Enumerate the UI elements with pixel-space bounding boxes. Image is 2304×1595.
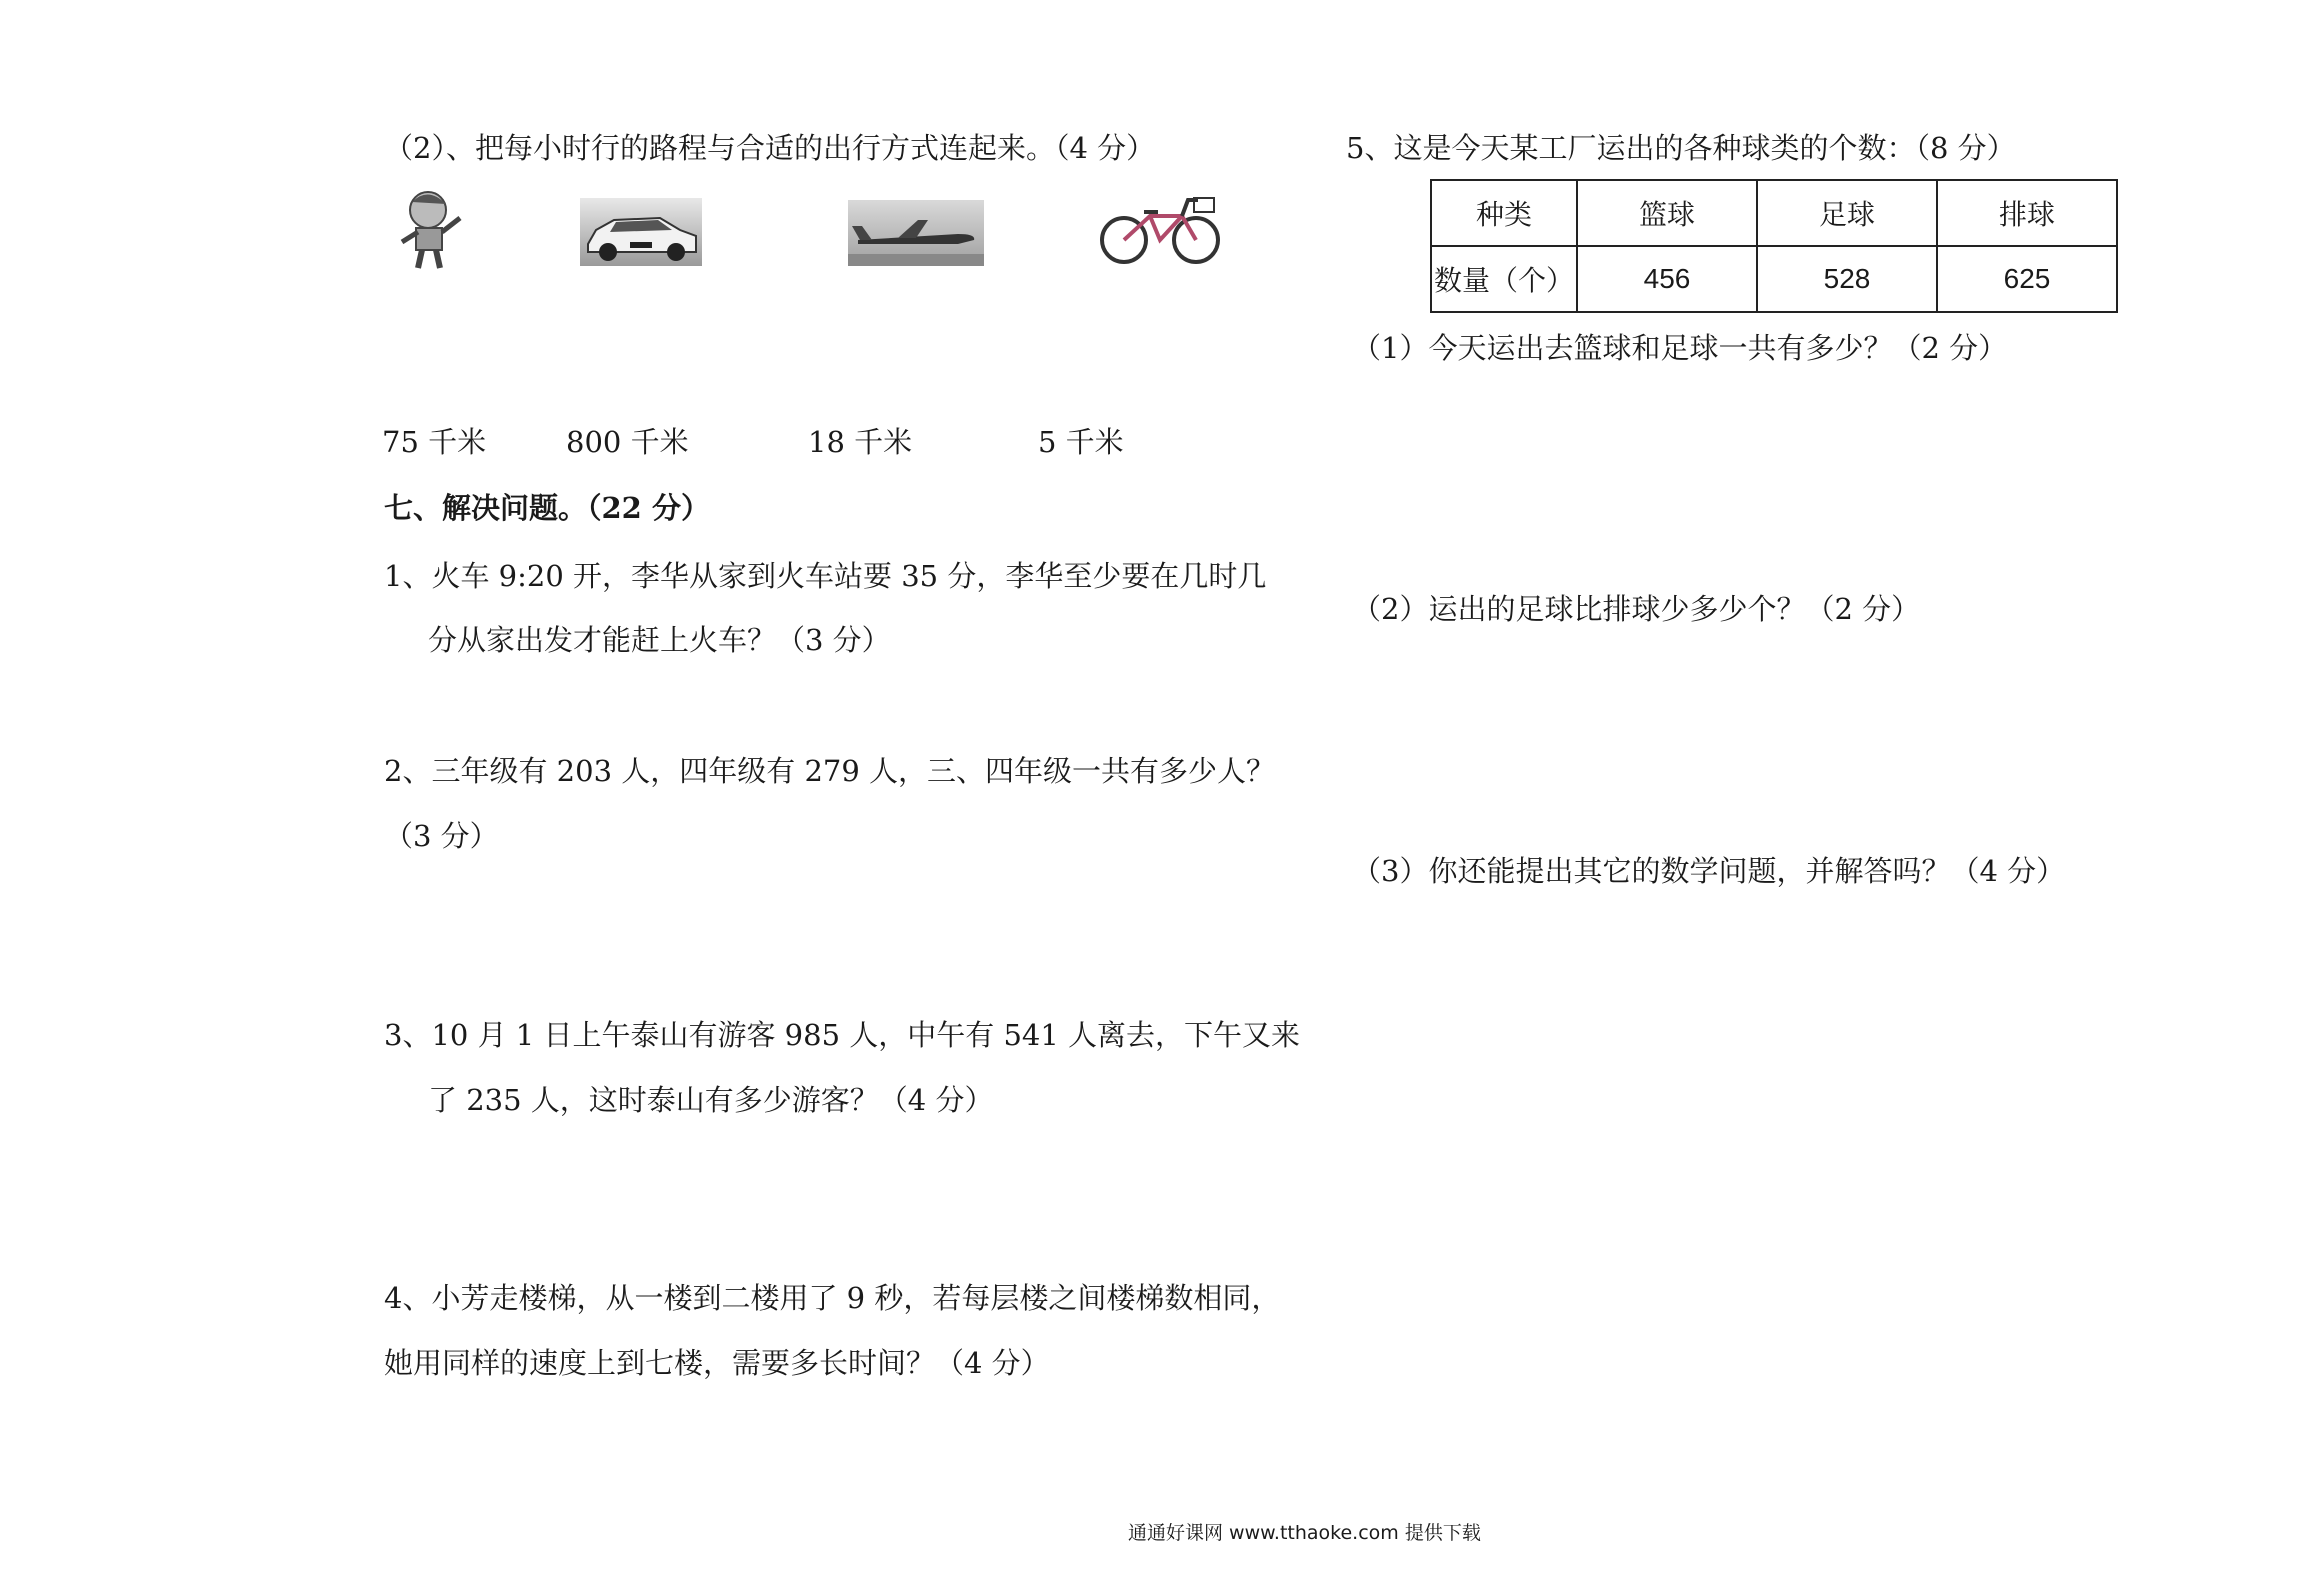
problem-4-line-2: 她用同样的速度上到七楼，需要多长时间？（4 分） (384, 1346, 1050, 1380)
problem-3-line-2: 了 235 人，这时泰山有多少游客？（4 分） (428, 1083, 994, 1117)
walking-child-icon (392, 188, 472, 270)
table-cell: 528 (1757, 246, 1937, 312)
table-cell: 种类 (1431, 180, 1577, 246)
q5-sub-2: （2）运出的足球比排球少多少个？（2 分） (1352, 592, 1921, 626)
q5-sub-3: （3）你还能提出其它的数学问题，并解答吗？（4 分） (1352, 854, 2066, 888)
q5-heading: 5、这是今天某工厂运出的各种球类的个数：（8 分） (1346, 131, 2016, 165)
airplane-icon (848, 200, 984, 266)
problem-2-line-1: 2、三年级有 203 人，四年级有 279 人，三、四年级一共有多少人？ (384, 754, 1276, 788)
table-cell: 足球 (1757, 180, 1937, 246)
table-cell: 排球 (1937, 180, 2117, 246)
problem-4-line-1: 4、小芳走楼梯，从一楼到二楼用了 9 秒，若每层楼之间楼梯数相同， (384, 1281, 1281, 1315)
table-cell: 625 (1937, 246, 2117, 312)
table-header-row (1431, 180, 2117, 246)
footer-credit: 通通好课网 www.tthaoke.com 提供下载 (1128, 1522, 1481, 1544)
table-cell: 数量（个） (1431, 246, 1577, 312)
ball-count-table (1430, 179, 2118, 313)
problem-2-line-2: （3 分） (384, 819, 499, 853)
table-row (1431, 246, 2117, 312)
section-7-title: 七、解决问题。（22 分） (384, 491, 710, 525)
q2-heading: （2）、把每小时行的路程与合适的出行方式连起来。（4 分） (384, 131, 1156, 165)
table-cell: 456 (1577, 246, 1757, 312)
car-icon (580, 198, 702, 266)
problem-1-line-1: 1、火车 9:20 开，李华从家到火车站要 35 分，李华至少要在几时几 (384, 559, 1267, 593)
distance-75km: 75 千米 (382, 425, 487, 459)
table-cell: 篮球 (1577, 180, 1757, 246)
problem-1-line-2: 分从家出发才能赶上火车？（3 分） (428, 623, 891, 657)
bicycle-icon (1098, 190, 1222, 266)
distance-800km: 800 千米 (566, 425, 689, 459)
distance-5km: 5 千米 (1038, 425, 1124, 459)
q5-sub-1: （1）今天运出去篮球和足球一共有多少？（2 分） (1352, 331, 2008, 365)
distance-18km: 18 千米 (808, 425, 913, 459)
problem-3-line-1: 3、10 月 1 日上午泰山有游客 985 人，中午有 541 人离去，下午又来 (384, 1018, 1301, 1052)
